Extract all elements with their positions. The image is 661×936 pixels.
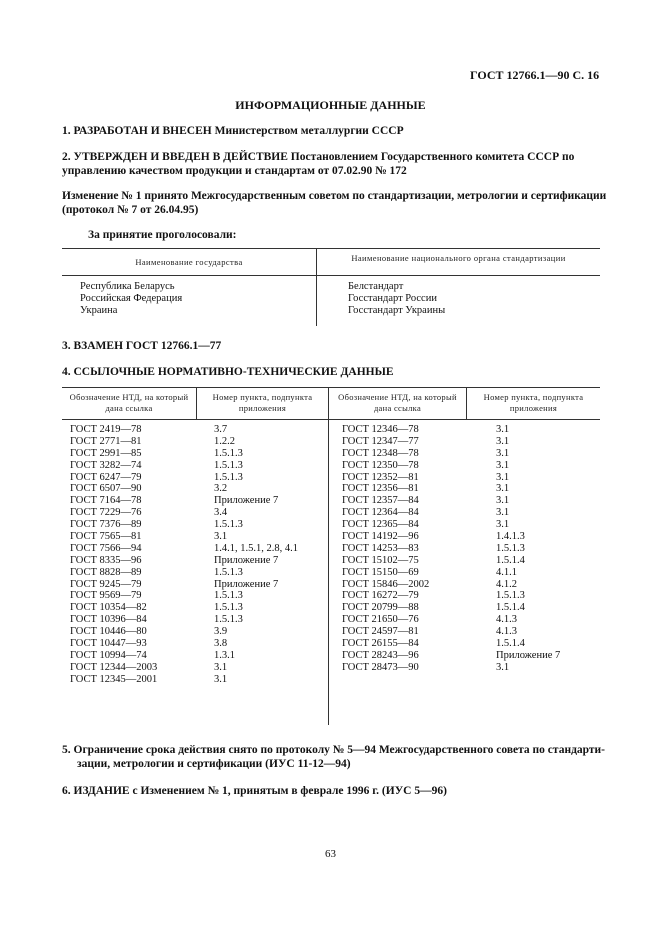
list-item: ГОСТ 12345—2001 (70, 673, 158, 685)
list-item: ГОСТ 10446—80 (70, 626, 147, 638)
list-item: ГОСТ 7566—94 (70, 542, 142, 554)
list-item: ГОСТ 7376—89 (70, 519, 142, 531)
list-item: ГОСТ 15150—69 (342, 566, 419, 578)
section-2-line-2: управлению качеством продукции и стандартам от 07.02.90 № 172 (62, 165, 407, 177)
list-item: ГОСТ 16272—79 (342, 590, 419, 602)
list-item: 3.1 (496, 459, 510, 471)
list-item: 1.5.1.3 (214, 471, 243, 483)
list-item: 1.3.1 (214, 649, 235, 661)
list-item: ГОСТ 10447—93 (70, 638, 147, 650)
refs-right-clause-column (496, 424, 560, 674)
list-item: Приложение 7 (214, 495, 279, 507)
list-item: 3.9 (214, 626, 228, 638)
list-item: 4.1.3 (496, 626, 517, 638)
list-item: Приложение 7 (214, 578, 279, 590)
list-item: 3.1 (496, 471, 510, 483)
amendment-line-1: Изменение № 1 принято Межгосударственным советом по стандартизации, метрологии и сертификации (62, 190, 607, 202)
list-item: Приложение 7 (496, 649, 561, 661)
list-item: 4.1.2 (496, 578, 517, 590)
list-item: ГОСТ 15846—2002 (342, 578, 430, 590)
list-item: ГОСТ 2771—81 (70, 435, 142, 447)
list-item: 1.5.1.3 (214, 590, 243, 602)
list-item: ГОСТ 9569—79 (70, 590, 142, 602)
vote-table-header-rule (62, 275, 600, 276)
list-item: 1.5.1.4 (496, 554, 525, 566)
list-item: 3.1 (496, 507, 510, 519)
list-item: 3.8 (214, 638, 228, 650)
list-item: ГОСТ 24597—81 (342, 626, 419, 638)
list-item: ГОСТ 3282—74 (70, 459, 142, 471)
list-item: ГОСТ 12350—78 (342, 459, 419, 471)
section-5-line-1: 5. Ограничение срока действия снято по протоколу № 5—94 Межгосударственного совета по стандарти- (62, 744, 605, 756)
list-item: ГОСТ 7229—76 (70, 507, 142, 519)
refs-left-clause-column (214, 424, 298, 686)
refs-col-header: Номер пункта, подпункта приложения (483, 392, 584, 413)
list-item: ГОСТ 9245—79 (70, 578, 142, 590)
list-item: ГОСТ 6507—90 (70, 483, 142, 495)
list-item: 4.1.3 (496, 614, 517, 626)
list-item: ГОСТ 15102—75 (342, 554, 419, 566)
refs-col-header: Обозначение НТД, на который дана ссылка (69, 392, 189, 413)
section-2-line-1: 2. УТВЕРЖДЕН И ВВЕДЕН В ДЕЙСТВИЕ Постановлением Государственного комитета СССР по (62, 151, 575, 163)
list-item: 1.5.1.3 (214, 602, 243, 614)
refs-right-ntd-column (342, 424, 429, 674)
list-item: ГОСТ 14192—96 (342, 531, 419, 543)
list-item: 3.1 (496, 519, 510, 531)
list-item: ГОСТ 12364—84 (342, 507, 419, 519)
list-item: ГОСТ 14253—83 (342, 542, 419, 554)
list-item: 1.5.1.4 (496, 638, 525, 650)
list-item: ГОСТ 7565—81 (70, 531, 142, 543)
vote-row-body: Госстандарт России (348, 293, 437, 304)
list-item: 3.1 (214, 673, 228, 685)
list-item: 1.5.1.3 (214, 566, 243, 578)
list-item: ГОСТ 12365—84 (342, 519, 419, 531)
list-item: ГОСТ 8335—96 (70, 554, 142, 566)
list-item: 3.7 (214, 424, 228, 435)
list-item: ГОСТ 6247—79 (70, 471, 142, 483)
list-item: ГОСТ 28473—90 (342, 661, 419, 673)
vote-row-state: Республика Беларусь (80, 281, 175, 292)
list-item: 1.5.1.3 (214, 447, 243, 459)
list-item: ГОСТ 2419—78 (70, 424, 142, 435)
refs-col-header: Обозначение НТД, на который дана ссылка (338, 392, 457, 413)
vote-row-body: Белстандарт (348, 281, 404, 292)
list-item: 1.2.2 (214, 435, 235, 447)
vote-col-state-header: Наименование государства (135, 257, 243, 267)
section-5-line-2: зации, метрологии и сертификации (ИУС 11-12—94) (77, 758, 351, 770)
document-reference-header: ГОСТ 12766.1—90 С. 16 (470, 68, 600, 82)
list-item: 3.1 (496, 424, 510, 435)
page-number: 63 (325, 848, 336, 860)
list-item: ГОСТ 10396—84 (70, 614, 147, 626)
list-item: ГОСТ 8828—89 (70, 566, 142, 578)
list-item: 3.1 (214, 531, 228, 543)
list-item: ГОСТ 2991—85 (70, 447, 142, 459)
list-item: 3.1 (496, 447, 510, 459)
list-item: ГОСТ 21650—76 (342, 614, 419, 626)
refs-center-divider (328, 387, 329, 725)
amendment-line-2: (протокол № 7 от 26.04.95) (62, 204, 199, 216)
list-item: ГОСТ 12346—78 (342, 424, 419, 435)
list-item: ГОСТ 12344—2003 (70, 661, 158, 673)
list-item: ГОСТ 12347—77 (342, 435, 419, 447)
vote-col-body-header: Наименование национального органа стандартизации (351, 253, 566, 263)
section-6: 6. ИЗДАНИЕ с Изменением № 1, принятым в феврале 1996 г. (ИУС 5—96) (62, 785, 447, 797)
list-item: ГОСТ 20799—88 (342, 602, 419, 614)
vote-heading: За принятие проголосовали: (88, 229, 237, 241)
list-item: 3.1 (496, 661, 510, 673)
section-3: 3. ВЗАМЕН ГОСТ 12766.1—77 (62, 340, 222, 352)
list-item: ГОСТ 12357—84 (342, 495, 419, 507)
list-item: 3.1 (496, 495, 510, 507)
list-item: ГОСТ 12352—81 (342, 471, 419, 483)
list-item: ГОСТ 7164—78 (70, 495, 142, 507)
refs-left-ntd-column (70, 424, 157, 686)
list-item: Приложение 7 (214, 554, 279, 566)
list-item: 1.5.1.3 (214, 519, 243, 531)
vote-row-body: Госстандарт Украины (348, 305, 446, 316)
list-item: 1.5.1.3 (214, 614, 243, 626)
list-item: 1.5.1.4 (496, 602, 525, 614)
list-item: ГОСТ 10994—74 (70, 649, 147, 661)
list-item: ГОСТ 10354—82 (70, 602, 147, 614)
refs-col-header: Номер пункта, подпункта приложения (212, 392, 313, 413)
list-item: 1.5.1.3 (496, 590, 525, 602)
page-title: ИНФОРМАЦИОННЫЕ ДАННЫЕ (235, 98, 426, 112)
list-item: 1.4.1.3 (496, 531, 525, 543)
section-4: 4. ССЫЛОЧНЫЕ НОРМАТИВНО-ТЕХНИЧЕСКИЕ ДАННЫЕ (62, 366, 394, 378)
vote-row-state: Российская Федерация (80, 293, 183, 304)
list-item: 3.1 (214, 661, 228, 673)
list-item: 4.1.1 (496, 566, 517, 578)
list-item: 3.4 (214, 507, 228, 519)
list-item: ГОСТ 28243—96 (342, 649, 419, 661)
list-item: ГОСТ 12348—78 (342, 447, 419, 459)
refs-table-top-rule (62, 387, 600, 388)
vote-table-top-rule (62, 248, 600, 249)
list-item: 3.2 (214, 483, 228, 495)
vote-row-state: Украина (80, 305, 118, 316)
refs-table-header-rule (62, 419, 600, 420)
list-item: ГОСТ 26155—84 (342, 638, 419, 650)
list-item: 1.5.1.3 (496, 542, 525, 554)
list-item: 3.1 (496, 435, 510, 447)
section-1: 1. РАЗРАБОТАН И ВНЕСЕН Министерством металлургии СССР (62, 125, 404, 137)
list-item: 3.1 (496, 483, 510, 495)
list-item: 1.4.1, 1.5.1, 2.8, 4.1 (214, 542, 298, 554)
list-item: 1.5.1.3 (214, 459, 243, 471)
list-item: ГОСТ 12356—81 (342, 483, 419, 495)
